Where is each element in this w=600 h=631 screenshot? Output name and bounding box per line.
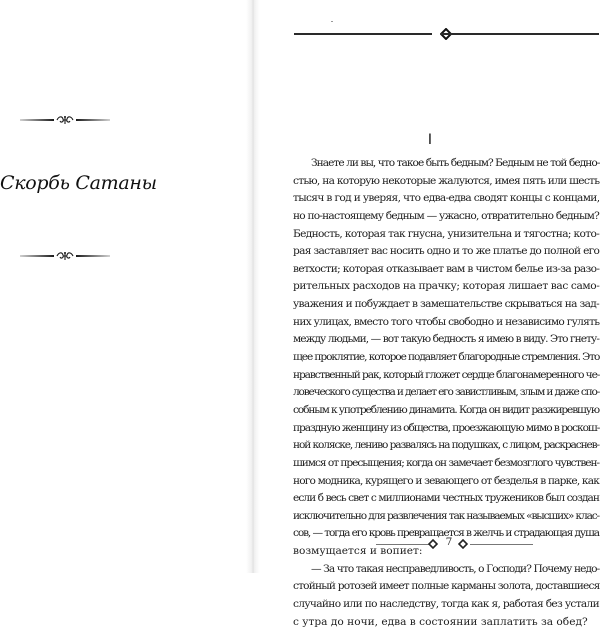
text-line: сов, — тогда его кровь превращается в желчь и страдающая душа xyxy=(293,527,599,540)
flourish-icon xyxy=(56,250,74,262)
page-footer xyxy=(260,536,600,552)
text-line: рая заставляет вас носить одно и то же платье до полной его xyxy=(293,245,600,258)
text-line: ловеческого существа и делает его завистливым, злым и даже спо- xyxy=(293,386,600,399)
text-line: ного модника, курящего и зевающего от безделья в парке, как xyxy=(293,474,599,487)
text-line: праздную женщину из общества, проезжающую мимо в роскош- xyxy=(293,421,600,434)
text-line: если б весь свет с миллионами честных тружеников был создан xyxy=(293,492,599,505)
text-line: шимся от пресыщения; когда он замечает безмозглого чувствен- xyxy=(293,456,599,469)
text-line: возмущается и вопиет: xyxy=(293,545,423,558)
diamond-icon xyxy=(458,539,468,549)
flourish-divider-bottom xyxy=(20,252,110,260)
footer-rule-left xyxy=(376,544,429,545)
book-title: Скорбь Сатаны xyxy=(0,172,157,194)
speck xyxy=(331,21,333,22)
flourish-divider-top xyxy=(20,116,110,124)
page-number: 7 xyxy=(445,536,453,548)
footer-rule-right xyxy=(470,544,533,545)
text-line: ной коляске, лениво развалясь на подушках, с лицом, раскраснев- xyxy=(293,439,599,452)
text-line: уважения и побуждает в замешательстве скрываться на зад- xyxy=(293,298,599,311)
text-line: собным к употреблению динамита. Когда он видит разжиревшую xyxy=(293,403,599,416)
chapter-number: I xyxy=(427,132,433,148)
text-line: — За что такая несправедливость, о Господи? Почему недо- xyxy=(311,562,600,575)
text-line: ветхости; которая отказывает вам в чистом белье из-за разо- xyxy=(293,262,600,275)
left-page xyxy=(0,0,252,573)
text-line: стью, на которую некоторые жалуются, имея пять или шесть xyxy=(293,174,600,187)
header-rule-right xyxy=(441,33,599,35)
text-line: стойный ротозей имеет полные карманы золота, доставшиеся xyxy=(293,580,600,593)
text-line: между людьми, — вот такую бедность я имею в виду. Это гнету- xyxy=(293,333,599,346)
text-line: Бедность, которая так гнусна, унизительна и тягостна; кото- xyxy=(293,227,600,240)
flourish-icon xyxy=(56,114,74,126)
diamond-icon xyxy=(428,539,438,549)
text-line: с утра до ночи, едва в состоянии заплатить за обед? xyxy=(293,615,588,628)
chapter-body xyxy=(293,155,599,631)
text-line: тысяч в год и уверяя, что едва-едва сводят концы с концами, xyxy=(293,192,600,205)
text-line: но по-настоящему бедным — ужасно, отвратительно бедным? xyxy=(293,209,599,222)
text-line: исключительно для развлечения так называемых «высших» клас- xyxy=(293,509,599,522)
text-line: нравственный рак, который гложет сердце благонамеренного че- xyxy=(293,368,600,381)
text-line: случайно или по наследству, тогда как я, работая без устали xyxy=(293,598,600,611)
text-line: рительных расходов на прачку; которая лишает вас само- xyxy=(293,280,600,293)
right-page xyxy=(260,0,600,628)
text-line: них улицах, вместо того чтобы свободно и независимо гулять xyxy=(293,315,600,328)
text-line: щее проклятие, которое подавляет благородные стремления. Это xyxy=(293,351,600,364)
text-line: Знаете ли вы, что такое быть бедным? Бедным не той бедно- xyxy=(311,157,600,169)
book-gutter xyxy=(246,0,260,573)
header-rule-left xyxy=(294,33,432,35)
